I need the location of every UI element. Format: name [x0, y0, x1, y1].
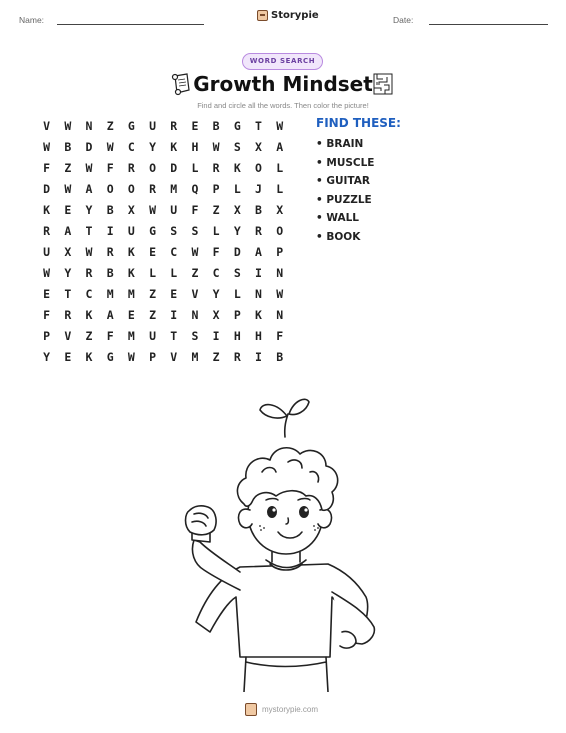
grid-letter[interactable]: G [106, 350, 114, 364]
grid-letter[interactable]: F [191, 203, 199, 217]
grid-letter[interactable]: W [64, 182, 72, 196]
grid-letter[interactable]: R [170, 119, 178, 133]
grid-letter[interactable]: A [64, 224, 72, 238]
word-list [316, 138, 374, 250]
grid-letter[interactable]: T [255, 119, 262, 133]
grid-letter[interactable]: R [85, 266, 93, 280]
maze-icon [373, 73, 393, 95]
grid-letter[interactable]: W [191, 245, 199, 259]
grid-letter[interactable]: I [255, 266, 262, 280]
grid-letter[interactable]: P [233, 308, 241, 322]
grid-row [36, 202, 290, 223]
grid-letter[interactable]: F [106, 329, 114, 343]
grid-letter[interactable]: N [276, 266, 284, 280]
grid-row [36, 244, 290, 265]
grid-letter[interactable]: Z [149, 287, 156, 301]
word-search-badge: WORD SEARCH [242, 53, 323, 70]
footer [245, 703, 318, 716]
grid-letter[interactable]: T [85, 224, 93, 238]
grid-letter[interactable]: E [64, 350, 72, 364]
grid-letter[interactable]: W [106, 140, 114, 154]
grid-letter[interactable]: W [127, 350, 135, 364]
grid-letter[interactable]: W [85, 161, 93, 175]
grid-letter[interactable]: P [43, 329, 51, 343]
grid-letter[interactable]: K [255, 308, 262, 322]
brand-name: Storypie [271, 10, 319, 21]
grid-letter[interactable]: B [106, 203, 114, 217]
grid-letter[interactable]: L [276, 182, 284, 196]
grid-letter[interactable]: Y [233, 224, 241, 238]
grid-letter[interactable]: H [191, 140, 199, 154]
grid-letter[interactable]: C [127, 140, 135, 154]
footer-site: mystorypie.com [262, 705, 319, 714]
grid-letter[interactable]: I [106, 224, 114, 238]
grid-letter[interactable]: V [64, 329, 72, 343]
child-flexing-illustration [170, 392, 390, 692]
grid-letter[interactable]: R [255, 224, 262, 238]
grid-letter[interactable]: P [212, 182, 220, 196]
date-label: Date: [393, 15, 414, 25]
grid-letter[interactable]: C [212, 266, 220, 280]
grid-letter[interactable]: D [170, 161, 178, 175]
storypie-logo-icon [257, 10, 268, 21]
grid-letter[interactable]: Z [106, 119, 114, 133]
date-line[interactable] [429, 24, 548, 25]
grid-letter[interactable]: R [149, 182, 156, 196]
grid-letter[interactable]: H [233, 329, 241, 343]
grid-letter[interactable]: M [170, 182, 178, 196]
grid-letter[interactable]: N [85, 119, 93, 133]
grid-letter[interactable]: N [191, 308, 199, 322]
grid-letter[interactable]: A [85, 182, 93, 196]
grid-row [36, 118, 290, 139]
grid-letter[interactable]: K [127, 245, 135, 259]
grid-letter[interactable]: B [212, 119, 220, 133]
grid-letter[interactable]: E [149, 245, 156, 259]
grid-letter[interactable]: L [233, 182, 241, 196]
word-list-item: • PUZZLE [316, 193, 372, 206]
grid-letter[interactable]: U [43, 245, 51, 259]
word-list-item: • BRAIN [316, 138, 364, 150]
grid-letter[interactable]: Z [212, 203, 220, 217]
grid-row [36, 307, 290, 328]
grid-letter[interactable]: W [276, 287, 284, 301]
grid-letter[interactable]: K [85, 308, 93, 322]
grid-letter[interactable]: D [43, 182, 51, 196]
grid-letter[interactable]: C [85, 287, 93, 301]
grid-letter[interactable]: Z [149, 308, 156, 322]
grid-letter[interactable]: S [233, 266, 241, 280]
grid-letter[interactable]: M [127, 287, 135, 301]
word-search-grid[interactable] [36, 118, 290, 370]
grid-letter[interactable]: F [106, 161, 114, 175]
grid-row [36, 286, 290, 307]
instructions: Find and circle all the words. Then color the picture! [197, 101, 369, 110]
grid-letter[interactable]: E [43, 287, 51, 301]
word-list-item: • WALL [316, 212, 359, 225]
grid-letter[interactable]: X [64, 245, 72, 259]
grid-row [36, 139, 290, 160]
grid-letter[interactable]: F [43, 308, 51, 322]
grid-letter[interactable]: A [276, 140, 284, 154]
grid-letter[interactable]: S [191, 224, 199, 238]
grid-row [36, 328, 290, 349]
name-label: Name: [19, 15, 45, 25]
grid-letter[interactable]: Y [64, 266, 72, 280]
grid-letter[interactable]: L [233, 287, 241, 301]
grid-letter[interactable]: X [255, 140, 262, 154]
grid-letter[interactable]: U [149, 329, 156, 343]
storypie-logo-icon [245, 703, 257, 716]
grid-letter[interactable]: R [64, 308, 72, 322]
grid-letter[interactable]: B [64, 140, 72, 154]
grid-letter[interactable]: S [233, 140, 241, 154]
grid-letter[interactable]: W [43, 266, 51, 280]
grid-row [36, 160, 290, 181]
grid-letter[interactable]: W [149, 203, 156, 217]
grid-letter[interactable]: G [233, 119, 241, 133]
grid-letter[interactable]: V [43, 119, 51, 133]
grid-letter[interactable]: U [127, 224, 135, 238]
grid-letter[interactable]: V [170, 350, 178, 364]
grid-letter[interactable]: P [276, 245, 284, 259]
grid-letter[interactable]: G [149, 224, 156, 238]
grid-letter[interactable]: Y [149, 140, 156, 154]
grid-letter[interactable]: O [127, 182, 135, 196]
grid-letter[interactable]: R [233, 350, 241, 364]
grid-letter[interactable]: Z [212, 350, 220, 364]
grid-letter[interactable]: R [43, 224, 51, 238]
grid-letter[interactable]: S [191, 329, 199, 343]
grid-letter[interactable]: T [170, 329, 178, 343]
grid-letter[interactable]: Z [64, 161, 72, 175]
grid-letter[interactable]: L [191, 161, 199, 175]
grid-letter[interactable]: F [276, 329, 284, 343]
grid-letter[interactable]: C [170, 245, 178, 259]
grid-letter[interactable]: F [212, 245, 220, 259]
grid-row [36, 181, 290, 202]
grid-letter[interactable]: X [233, 203, 241, 217]
grid-letter[interactable]: B [106, 266, 114, 280]
grid-letter[interactable]: N [255, 287, 262, 301]
grid-row [36, 349, 290, 370]
grid-letter[interactable]: M [191, 350, 199, 364]
grid-letter[interactable]: H [255, 329, 262, 343]
grid-letter[interactable]: I [255, 350, 262, 364]
grid-letter[interactable]: A [106, 308, 114, 322]
grid-letter[interactable]: E [170, 287, 178, 301]
grid-letter[interactable]: O [106, 182, 114, 196]
grid-letter[interactable]: K [170, 140, 178, 154]
grid-letter[interactable]: W [85, 245, 93, 259]
grid-letter[interactable]: N [276, 308, 284, 322]
grid-letter[interactable]: L [170, 266, 178, 280]
grid-letter[interactable]: X [212, 308, 220, 322]
grid-row [36, 265, 290, 286]
grid-letter[interactable]: L [149, 266, 156, 280]
grid-letter[interactable]: V [191, 287, 199, 301]
grid-letter[interactable]: B [276, 350, 284, 364]
grid-letter[interactable]: X [127, 203, 135, 217]
grid-letter[interactable]: B [255, 203, 262, 217]
grid-letter[interactable]: I [212, 329, 220, 343]
grid-letter[interactable]: R [106, 245, 114, 259]
word-list-item: • MUSCLE [316, 156, 375, 169]
brand [257, 10, 319, 21]
word-list-item: • GUITAR [316, 175, 370, 188]
grid-letter[interactable]: Z [191, 266, 199, 280]
name-line[interactable] [57, 24, 204, 25]
grid-letter[interactable]: I [170, 308, 178, 322]
grid-letter[interactable]: K [85, 350, 93, 364]
grid-letter[interactable]: R [127, 161, 135, 175]
grid-letter[interactable]: D [85, 140, 93, 154]
grid-letter[interactable]: D [233, 245, 241, 259]
grid-letter[interactable]: G [127, 119, 135, 133]
grid-letter[interactable]: F [43, 161, 51, 175]
grid-letter[interactable]: W [276, 119, 284, 133]
grid-letter[interactable]: O [149, 161, 156, 175]
grid-letter[interactable]: E [127, 308, 135, 322]
grid-letter[interactable]: A [255, 245, 262, 259]
grid-letter[interactable]: K [127, 266, 135, 280]
grid-letter[interactable]: W [64, 119, 72, 133]
grid-letter[interactable]: K [233, 161, 241, 175]
grid-letter[interactable]: J [255, 182, 262, 196]
grid-letter[interactable]: Y [85, 203, 93, 217]
grid-letter[interactable]: L [212, 224, 220, 238]
find-these-title: FIND THESE: [316, 116, 401, 130]
grid-letter[interactable]: E [191, 119, 199, 133]
grid-letter[interactable]: S [170, 224, 178, 238]
word-list-item: • BOOK [316, 230, 361, 243]
grid-letter[interactable]: O [276, 224, 284, 238]
grid-letter[interactable]: T [64, 287, 72, 301]
grid-letter[interactable]: M [106, 287, 114, 301]
grid-letter[interactable]: W [43, 140, 51, 154]
grid-letter[interactable]: L [276, 161, 284, 175]
grid-letter[interactable]: X [276, 203, 284, 217]
grid-letter[interactable]: O [255, 161, 262, 175]
grid-letter[interactable]: Y [212, 287, 220, 301]
grid-letter[interactable]: U [149, 119, 156, 133]
grid-letter[interactable]: W [212, 140, 220, 154]
grid-letter[interactable]: Q [191, 182, 199, 196]
grid-letter[interactable]: M [127, 329, 135, 343]
grid-letter[interactable]: R [212, 161, 220, 175]
page-title: Growth Mindset [193, 72, 373, 96]
grid-letter[interactable]: Z [85, 329, 93, 343]
grid-letter[interactable]: K [43, 203, 51, 217]
grid-row [36, 223, 290, 244]
grid-letter[interactable]: P [149, 350, 156, 364]
grid-letter[interactable]: E [64, 203, 72, 217]
grid-letter[interactable]: U [170, 203, 178, 217]
grid-letter[interactable]: Y [43, 350, 51, 364]
